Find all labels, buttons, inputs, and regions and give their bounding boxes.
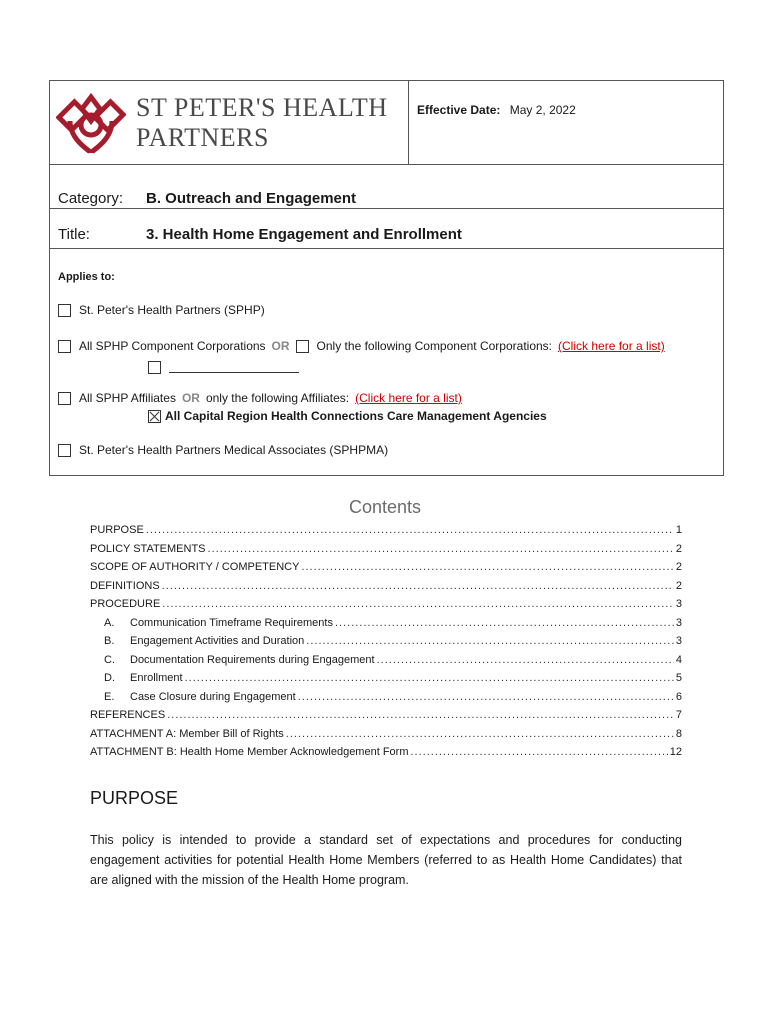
toc-entry[interactable] <box>90 691 682 710</box>
toc-leader-dots <box>301 561 673 573</box>
component-all-label: All SPHP Component Corporations <box>79 339 266 353</box>
toc-title: Contents <box>348 497 422 517</box>
effective-date <box>417 103 576 117</box>
sphp-emblem-icon <box>56 91 126 157</box>
toc-entry-page: 2 <box>675 579 682 592</box>
toc-leader-dots <box>185 672 674 684</box>
toc-entry-page: 2 <box>675 561 682 573</box>
toc-leader-dots <box>410 746 667 758</box>
toc-entry-page: 8 <box>675 727 682 740</box>
applies-component-option <box>58 339 665 353</box>
toc-leader-dots <box>162 580 674 592</box>
toc-entry-label: POLICY STATEMENTS <box>90 542 206 555</box>
category-value: B. Outreach and Engagement <box>146 190 357 207</box>
component-only-checkbox[interactable] <box>296 340 309 353</box>
toc-entry-label: ATTACHMENT A: Member Bill of Rights <box>90 727 284 740</box>
title-row <box>50 209 723 249</box>
applies-sphp-option <box>58 303 265 317</box>
toc-entry-number: E. <box>104 690 115 703</box>
toc-entry-page: 3 <box>675 635 682 647</box>
or-label: OR <box>271 339 290 353</box>
toc-entry-number: D. <box>104 672 115 684</box>
toc-entry-label: DEFINITIONS <box>90 579 160 592</box>
category-label: Category: <box>58 190 124 207</box>
applies-affiliates-option <box>58 391 462 405</box>
policy-header-table <box>49 80 724 476</box>
sphp-label: St. Peter's Health Partners (SPHP) <box>79 303 265 317</box>
component-list-link[interactable]: (Click here for a list) <box>558 339 665 353</box>
toc-entry-label: ATTACHMENT B: Health Home Member Acknowledgement Form <box>90 746 409 758</box>
toc-entry-label: Documentation Requirements during Engagement <box>130 653 375 666</box>
toc-entry-label: SCOPE OF AUTHORITY / COMPETENCY <box>90 561 300 573</box>
sphpma-checkbox[interactable] <box>58 444 71 457</box>
toc-leader-dots <box>306 635 674 647</box>
toc-entry-page: 4 <box>675 653 682 666</box>
toc-entry-label: PROCEDURE <box>90 598 161 610</box>
table-of-contents <box>90 524 682 765</box>
toc-entry-page: 3 <box>675 616 682 629</box>
affiliates-all-checkbox[interactable] <box>58 392 71 405</box>
toc-entry-label: Communication Timeframe Requirements <box>130 616 333 629</box>
toc-entry-page: 2 <box>675 542 682 555</box>
toc-entry[interactable] <box>90 561 682 580</box>
component-blank-checkbox[interactable] <box>148 361 161 374</box>
toc-entry-page: 6 <box>675 690 682 703</box>
toc-entry-label: Enrollment <box>130 672 183 684</box>
toc-entry-number: A. <box>104 616 115 629</box>
capital-region-checkbox[interactable] <box>148 410 161 423</box>
purpose-paragraph: This policy is intended to provide a standard set of expectations and procedures for conducting engagement activities for potential Health Home Members (referred to as Health Home Candidates) that are aligned with the mission of the Health Home program. <box>90 833 682 887</box>
logo-text-line2: PARTNERS <box>136 123 269 152</box>
logo-text-line1: ST PETER'S HEALTH <box>136 93 388 122</box>
toc-entry-label: Engagement Activities and Duration <box>130 635 305 647</box>
sphpma-label: St. Peter's Health Partners Medical Associates (SPHPMA) <box>79 443 389 457</box>
toc-entry-page: 5 <box>675 672 682 684</box>
applies-sphpma-option <box>58 443 388 457</box>
component-blank-option <box>148 361 299 374</box>
toc-entry[interactable] <box>90 709 682 728</box>
applies-to-label: Applies to: <box>58 271 115 283</box>
toc-entry[interactable] <box>90 524 682 543</box>
toc-entry-number: C. <box>104 653 115 666</box>
toc-entry-number: B. <box>104 635 115 647</box>
effective-date-value: May 2, 2022 <box>509 103 576 117</box>
toc-entry[interactable] <box>90 598 682 617</box>
toc-entry[interactable] <box>90 728 682 747</box>
logo-cell <box>50 81 409 165</box>
toc-leader-dots <box>146 524 674 536</box>
toc-entry[interactable] <box>90 617 682 636</box>
effective-date-label: Effective Date: <box>417 103 501 117</box>
toc-leader-dots <box>162 598 674 610</box>
toc-leader-dots <box>298 691 674 703</box>
toc-leader-dots <box>208 543 674 555</box>
capital-region-option <box>148 409 547 423</box>
toc-entry-page: 7 <box>675 709 682 721</box>
category-row <box>50 165 723 209</box>
toc-entry-label: REFERENCES <box>90 709 166 721</box>
toc-entry-page: 3 <box>675 598 682 610</box>
component-blank-field[interactable] <box>169 362 299 373</box>
toc-entry[interactable] <box>90 654 682 673</box>
toc-entry[interactable] <box>90 543 682 562</box>
toc-entry-page: 12 <box>669 746 682 758</box>
component-only-label: Only the following Component Corporations: <box>316 339 553 353</box>
title-value: 3. Health Home Engagement and Enrollment <box>146 226 462 243</box>
toc-entry-label: PURPOSE <box>90 524 144 536</box>
sphp-checkbox[interactable] <box>58 304 71 317</box>
toc-entry[interactable] <box>90 580 682 599</box>
component-all-checkbox[interactable] <box>58 340 71 353</box>
affiliates-list-link[interactable]: (Click here for a list) <box>355 391 462 405</box>
sphp-logo <box>56 91 396 157</box>
toc-entry-label: Case Closure during Engagement <box>130 690 296 703</box>
toc-entry[interactable] <box>90 746 682 765</box>
purpose-heading: PURPOSE <box>90 788 179 808</box>
title-label: Title: <box>58 226 90 243</box>
toc-leader-dots <box>335 617 674 629</box>
capital-region-label: All Capital Region Health Connections Care Management Agencies <box>165 409 547 423</box>
affiliates-only-label: only the following Affiliates: <box>205 391 350 405</box>
toc-leader-dots <box>377 654 674 666</box>
effective-date-cell <box>409 81 723 165</box>
toc-leader-dots <box>286 728 674 740</box>
affiliates-all-label: All SPHP Affiliates <box>79 391 176 405</box>
toc-entry-page: 1 <box>675 524 682 536</box>
toc-leader-dots <box>167 709 674 721</box>
or-label: OR <box>181 391 200 405</box>
toc-entry[interactable] <box>90 672 682 691</box>
toc-entry[interactable] <box>90 635 682 654</box>
